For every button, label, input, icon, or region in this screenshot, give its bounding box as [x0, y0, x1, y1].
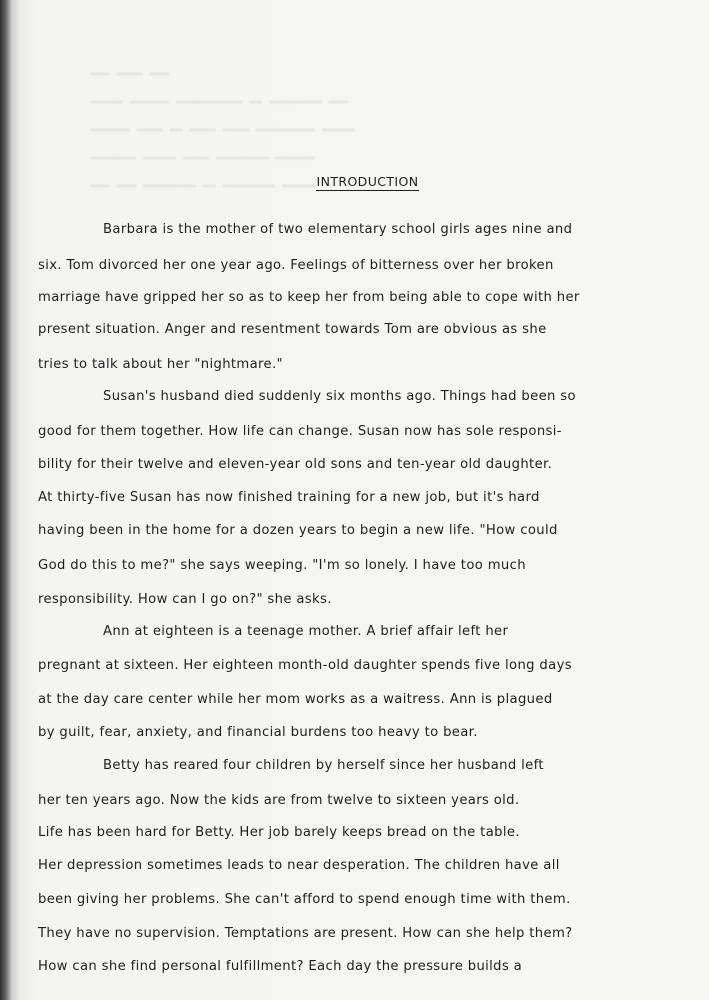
- text-line: six. Tom divorced her one year ago. Feelings of bitterness over her broken: [38, 258, 554, 273]
- text-line: Betty has reared four children by herself since her husband left: [103, 758, 544, 773]
- text-line: good for them together. How life can change. Susan now has sole responsi-: [38, 424, 562, 439]
- text-line: Her depression sometimes leads to near desperation. The children have all: [38, 858, 560, 873]
- text-line: by guilt, fear, anxiety, and financial burdens too heavy to bear.: [38, 725, 478, 740]
- text-line: pregnant at sixteen. Her eighteen month-old daughter spends five long days: [38, 658, 572, 673]
- text-line: God do this to me?" she says weeping. "I'm so lonely. I have too much: [38, 558, 526, 573]
- text-line: present situation. Anger and resentment towards Tom are obvious as she: [38, 322, 547, 337]
- text-line: Susan's husband died suddenly six months ago. Things had been so: [103, 389, 576, 404]
- text-line: bility for their twelve and eleven-year old sons and ten-year old daughter.: [38, 457, 553, 472]
- text-line: At thirty-five Susan has now finished training for a new job, but it's hard: [38, 490, 540, 505]
- text-line: been giving her problems. She can't afford to spend enough time with them.: [38, 892, 571, 907]
- text-line: Ann at eighteen is a teenage mother. A brief affair left her: [103, 624, 509, 639]
- bleed-through-text: ▬▬▬ ▬▬▬▬ ▬▬▬ ▬▬▬▬▬ ▬▬▬▬▬▬ ▬▬▬▬▬▬▬▬▬▬ ▬▬ ▬▬▬▬▬▬▬▬ ▬▬▬ ▬▬▬▬▬▬ ▬▬▬▬ ▬▬ ▬▬▬▬ ▬▬▬▬ ▬▬▬▬▬▬▬▬▬ ▬▬▬▬▬ ▬▬▬▬▬▬▬ ▬▬▬▬▬ ▬▬▬▬ ▬▬▬▬▬▬▬▬ ▬▬▬▬▬▬ ▬▬▬ ▬▬▬ ▬▬▬▬▬▬▬▬ ▬▬ ▬▬▬▬▬▬▬▬ ▬▬▬▬▬: [90, 67, 355, 192]
- text-line: her ten years ago. Now the kids are from twelve to sixteen years old.: [38, 793, 520, 808]
- text-line: responsibility. How can I go on?" she asks.: [38, 592, 332, 607]
- text-line: They have no supervision. Temptations are present. How can she help them?: [38, 926, 573, 941]
- text-line: tries to talk about her "nightmare.": [38, 357, 283, 372]
- text-line: Life has been hard for Betty. Her job barely keeps bread on the table.: [38, 825, 520, 840]
- text-line: having been in the home for a dozen years to begin a new life. "How could: [38, 523, 558, 538]
- text-line: marriage have gripped her so as to keep her from being able to cope with her: [38, 290, 580, 305]
- text-line: How can she find personal fulfillment? Each day the pressure builds a: [38, 959, 523, 974]
- text-line: at the day care center while her mom works as a waitress. Ann is plagued: [38, 692, 553, 707]
- heading-text: INTRODUCTION: [316, 174, 419, 189]
- page-heading: [0, 174, 709, 189]
- text-line: Barbara is the mother of two elementary school girls ages nine and: [103, 222, 573, 237]
